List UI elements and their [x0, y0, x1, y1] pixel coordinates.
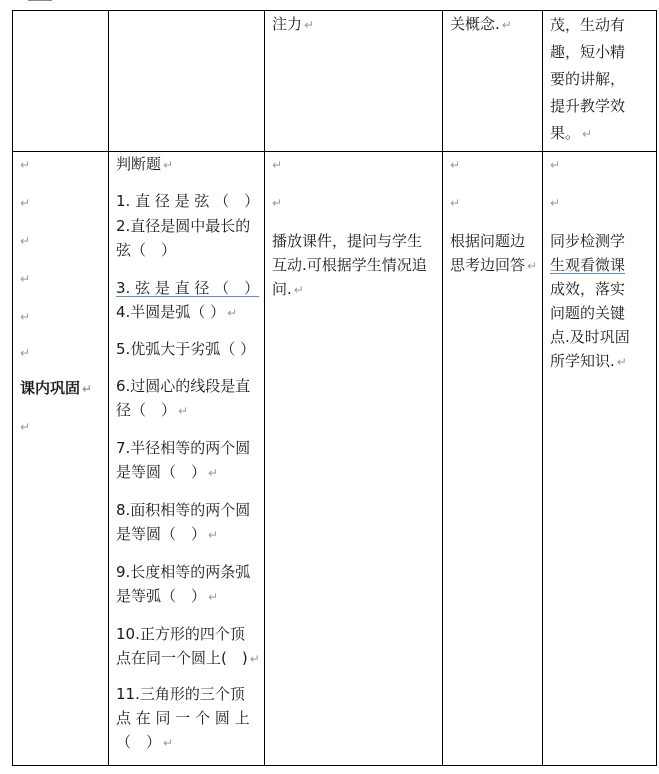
question-title: 判断题 ↵	[116, 155, 174, 173]
return-mark: ↵	[20, 310, 31, 324]
return-mark: ↵	[450, 196, 461, 210]
row1-col5-line: 趣，短小精	[550, 43, 626, 61]
question-item: 11.三角形的三个顶 点 在 同 一 个 圆 上 （ ） ↵	[116, 685, 250, 751]
return-mark: ↵	[272, 158, 283, 172]
row2-col5-text: 同步检测学 生观看微课 成效，落实 问题的关键 点.及时巩固 所学知识. ↵	[550, 232, 630, 370]
question-item: 6.过圆心的线段是直 径（ ） ↵	[116, 377, 251, 419]
question-item: 8.面积相等的两个圆 是等圆（ ） ↵	[116, 501, 251, 543]
row1-col5-line: 提升教学效	[550, 97, 626, 115]
return-mark: ↵	[20, 196, 31, 210]
return-mark: ↵	[20, 420, 31, 434]
row1-col5-text	[550, 12, 625, 148]
row2-col1-label: 课内巩固 ↵	[20, 379, 93, 397]
return-mark: ↵	[272, 196, 283, 210]
row2-col4-text: 根据问题边 思考边回答 ↵	[450, 232, 538, 274]
return-mark: ↵	[20, 234, 31, 248]
top-edge-tick	[28, 0, 52, 1]
row1-col4-text: 关概念. ↵	[450, 15, 512, 33]
col-line-2	[264, 10, 265, 766]
return-mark: ↵	[550, 158, 561, 172]
row1-col5-line: 茂，生动有	[550, 16, 626, 34]
question-item: 5.优弧大于劣弧（ ）	[116, 340, 256, 358]
col-line-4	[542, 10, 543, 766]
col-line-1	[108, 10, 109, 766]
return-mark: ↵	[20, 158, 31, 172]
return-mark: ↵	[450, 158, 461, 172]
col-line-5	[656, 10, 657, 766]
return-mark: ↵	[550, 196, 561, 210]
question-item: 1. 直 径 是 弦 （ ）	[116, 192, 260, 210]
question-item: 2.直径是圆中最长的 弦（ ）	[116, 217, 251, 259]
row1-col5-line: 果。 ↵	[550, 124, 593, 142]
question-item: 10.正方形的四个顶 点在同一个圆上( ) ↵	[116, 625, 260, 667]
row1-col5-line: 要的讲解，	[550, 70, 626, 88]
col-line-3	[442, 10, 443, 766]
row1-col3-text: 注力 ↵	[272, 15, 315, 33]
col-line-0	[12, 10, 13, 766]
row2-col3-text: 播放课件，提问与学生 互动.可根据学生情况追 问. ↵	[272, 232, 427, 298]
question-item: 3. 弦 是 直 径 （ ）	[116, 279, 260, 297]
return-mark: ↵	[20, 272, 31, 286]
question-item: 7.半径相等的两个圆 是等圆（ ） ↵	[116, 439, 251, 481]
return-mark: ↵	[20, 346, 31, 360]
question-item: 4.半圆是弧（ ） ↵	[116, 303, 238, 321]
question-item: 9.长度相等的两条弧 是等弧（ ） ↵	[116, 563, 251, 605]
